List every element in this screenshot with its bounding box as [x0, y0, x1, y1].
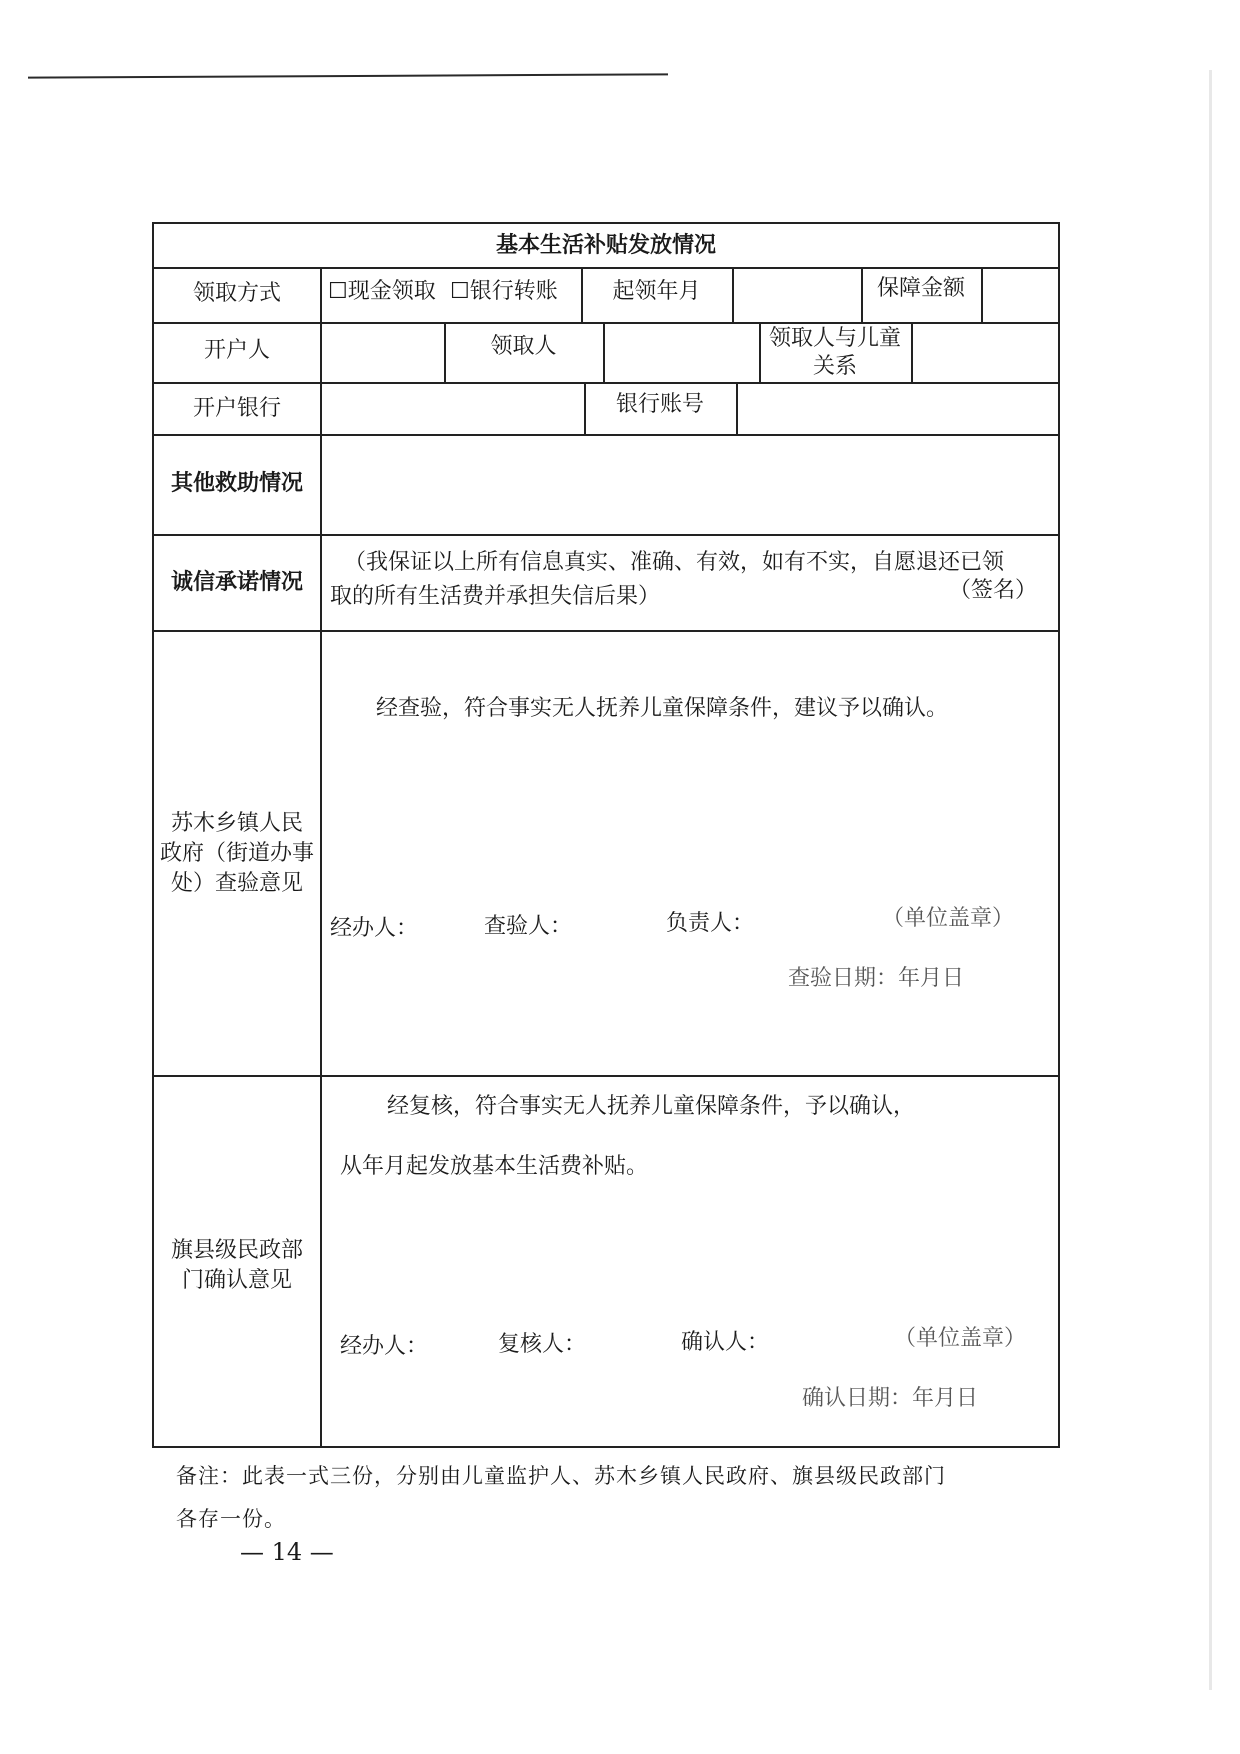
bank-option[interactable] [450, 277, 558, 307]
cell-divider [736, 382, 738, 434]
bank-name-label: 开户银行 [192, 396, 281, 421]
pledge-text-line1: （我保证以上所有信息真实、准确、有效，如有不实，自愿退还已领 [344, 550, 1005, 575]
integrity-pledge-label: 诚信承诺情况 [170, 569, 303, 595]
cell-divider [981, 267, 983, 322]
receiver-label: 领取人 [490, 334, 557, 359]
row-divider [154, 322, 1058, 324]
other-aid-label: 其他救助情况 [170, 470, 303, 496]
row-divider [154, 1075, 1058, 1077]
bank-option-label: 银行转账 [469, 279, 558, 304]
subsidy-table [152, 222, 1060, 1448]
amount-label: 保障金额 [876, 276, 965, 301]
row-divider [154, 267, 1058, 269]
checkbox-icon[interactable]: ☐ [328, 279, 348, 304]
county-opinion-line2: 从年月起发放基本生活费补贴。 [340, 1154, 649, 1179]
row-divider [154, 434, 1058, 436]
row-divider [154, 382, 1058, 384]
row-divider [154, 534, 1058, 536]
township-check-date: 查验日期：年月日 [788, 966, 965, 991]
account-holder-label: 开户人 [203, 338, 270, 363]
county-confirmer: 确认人： [681, 1330, 770, 1355]
row-divider [154, 630, 1058, 632]
county-opinion-line1: 经复核，符合事实无人抚养儿童保障条件，予以确认， [387, 1094, 916, 1119]
page-number: — 14 — [240, 1538, 334, 1566]
footnote-line2: 各存一份。 [176, 1507, 286, 1531]
cell-divider [732, 267, 734, 322]
township-handler: 经办人： [330, 916, 419, 941]
cash-option-label: 现金领取 [347, 279, 436, 304]
county-reviewer: 复核人： [498, 1332, 587, 1357]
pickup-method-label: 领取方式 [192, 281, 281, 306]
county-seal: （单位盖章） [894, 1326, 1027, 1351]
township-label-line3: 处）查验意见 [170, 871, 303, 896]
bank-account-label: 银行账号 [615, 392, 704, 417]
township-label-line2: 政府（街道办事 [159, 841, 314, 866]
scan-edge [1209, 70, 1212, 1690]
cell-divider [911, 322, 913, 382]
pledge-sign-note: （签名） [949, 578, 1038, 603]
top-rule [28, 73, 668, 78]
township-label-line1: 苏木乡镇人民 [170, 811, 303, 836]
township-seal: （单位盖章） [882, 906, 1015, 931]
cell-divider [603, 322, 605, 382]
relation-label-line2: 关系 [812, 354, 857, 379]
table-title: 基本生活补贴发放情况 [495, 232, 716, 258]
relation-label-line1: 领取人与儿童 [768, 326, 901, 351]
county-label-line1: 旗县级民政部 [170, 1238, 303, 1263]
township-responsible: 负责人： [666, 911, 755, 936]
label-column-divider [320, 267, 322, 1446]
county-label-line2: 门确认意见 [181, 1268, 292, 1293]
county-handler: 经办人： [340, 1334, 429, 1359]
township-checker: 查验人： [484, 914, 573, 939]
township-opinion: 经查验，符合事实无人抚养儿童保障条件，建议予以确认。 [376, 696, 949, 721]
start-month-label: 起领年月 [612, 279, 701, 304]
pledge-text-line2: 取的所有生活费并承担失信后果） [330, 584, 661, 609]
county-confirm-date: 确认日期：年月日 [802, 1386, 979, 1411]
footnote-line1: 备注：此表一式三份，分别由儿童监护人、苏木乡镇人民政府、旗县级民政部门 [176, 1464, 946, 1488]
checkbox-icon[interactable]: ☐ [450, 279, 470, 304]
cash-option[interactable] [328, 277, 436, 307]
